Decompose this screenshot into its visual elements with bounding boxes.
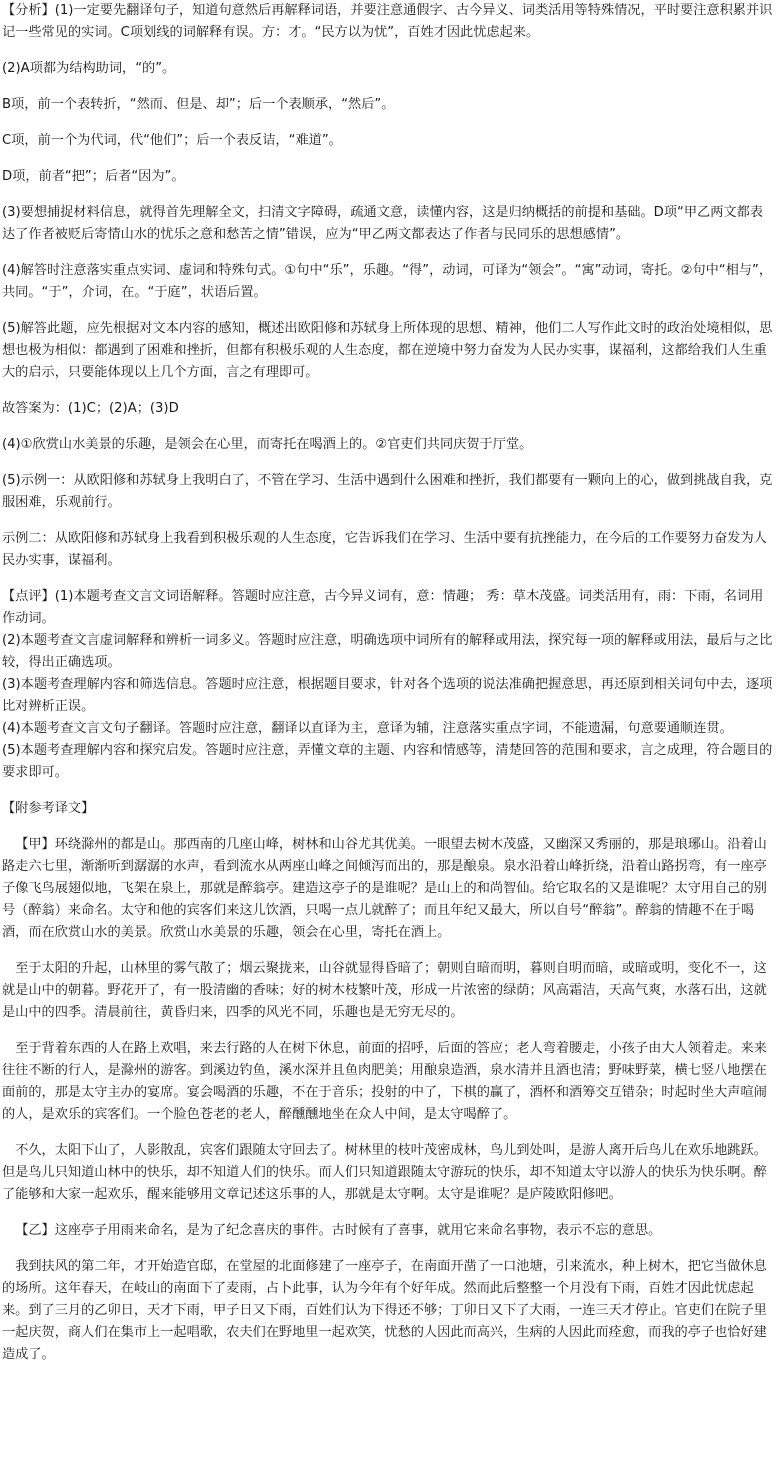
translation-jia-2: 至于太阳的升起，山林里的雾气散了；烟云聚拢来，山谷就显得昏暗了；朝则自暗而明，暮则自明而暗，或暗或明，变化不一，这就是山中的朝暮。野花开了，有一股清幽的香味；好的树木枝繁叶茂，形成一片浓密的绿荫；风高霜洁，天高气爽，水落石出，这就是山中的四季。清晨前往，黄昏归来，四季的风光不同，乐趣也是无穷无尽的。 <box>2 961 767 1020</box>
translation-yi-2: 我到扶风的第二年，才开始造官邸，在堂屋的北面修建了一座亭子，在南面开凿了一口池塘，引来流水，种上树木，把它当做休息的场所。这年春天，在岐山的南面下了麦雨，占卜此事，认为今年有个好年成。然而此后整整一个月没有下雨，百姓才因此忧虑起来。到了三月的乙卯日，天才下雨，甲子日又下雨，百姓们认为下得还不够；丁卯日又下了大雨，一连三天才停止。官吏们在院子里一起庆贺，商人们在集市上一起唱歌，农夫们在野地里一起欢笑，忧愁的人因此而高兴，生病的人因此而痊愈，而我的亭子也恰好建造成了。 <box>2 1259 767 1362</box>
translation-jia-3: 至于背着东西的人在路上欢唱，来去行路的人在树下休息，前面的招呼，后面的答应；老人弯着腰走，小孩子由大人领着走。来来往往不断的行人，是滁州的游客。到溪边钓鱼，溪水深并且鱼肉肥美；用酿泉造酒，泉水清并且酒也清；野味野菜，横七竖八地摆在面前的，那是太守主办的宴席。宴会喝酒的乐趣，不在于音乐；投射的中了，下棋的赢了，酒杯和酒筹交互错杂；时起时坐大声喧闹的人，是欢乐的宾客们。一个脸色苍老的老人，醉醺醺地坐在众人中间，是太守喝醉了。 <box>2 1041 767 1122</box>
answer-example-2: 示例二：从欧阳修和苏轼身上我看到积极乐观的人生态度，它告诉我们在学习、生活中要有抗挫能力，在今后的工作要努力奋发为人民办实事，谋福利。 <box>2 531 767 568</box>
analysis-paragraph-2: (2)A项都为结构助词，“的”。 <box>2 61 176 76</box>
translation-yi-1: 【乙】这座亭子用雨来命名，是为了纪念喜庆的事件。古时候有了喜事，就用它来命名事物，表示不忘的意思。 <box>15 1223 662 1238</box>
comment-line-4: (4)本题考查文言文句子翻译。答题时应注意，翻译以直译为主，意译为辅，注意落实重点字词，不能遗漏，句意要通顺连贯。 <box>2 721 733 736</box>
analysis-paragraph-1: 【分析】(1)一定要先翻译句子，知道句意然后再解释词语，并要注意通假字、古今异义、词类活用等特殊情况，平时要注意积累并识记一些常见的实词。C项划线的词解释有误。方：才。“民方以为忧”，百姓才因此忧虑起来。 <box>2 3 773 40</box>
comment-line-2: (2)本题考查文言虚词解释和辨析一词多义。答题时应注意，明确选项中词所有的解释或用法，探究每一项的解释或用法，最后与之比较，得出正确选项。 <box>2 633 773 670</box>
answer-translation: (4)①欣赏山水美景的乐趣，是领会在心里，而寄托在喝酒上的。②官吏们共同庆贺于厅堂。 <box>2 437 533 452</box>
comment-line-3: (3)本题考查理解内容和筛选信息。答题时应注意，根据题目要求，针对各个选项的说法准确把握意思，再还原到相关词句中去，逐项比对辨析正误。 <box>2 677 773 714</box>
translation-jia-1: 【甲】环绕滁州的都是山。那西南的几座山峰，树林和山谷尤其优美。一眼望去树木茂盛，又幽深又秀丽的，那是琅琊山。沿着山路走六七里，渐渐听到潺潺的水声，看到流水从两座山峰之间倾泻而出的，那是酿泉。泉水沿着山峰折绕，沿着山路拐弯，有一座亭子像飞鸟展翅似地，飞架在泉上，那就是醉翁亭。建造这亭子的是谁呢？是山上的和尚智仙。给它取名的又是谁呢？太守用自己的别号（醉翁）来命名。太守和他的宾客们来这儿饮酒，只喝一点儿就醉了；而且年纪又最大，所以自号“醉翁”。醉翁的情趣不在于喝酒，而在欣赏山水的美景。欣赏山水美景的乐趣，领会在心里，寄托在酒上。 <box>2 837 767 940</box>
analysis-paragraph-3: B项，前一个表转折，“然而、但是、却”；后一个表顺承，“然后”。 <box>2 97 395 112</box>
analysis-paragraph-6: (3)要想捕捉材料信息，就得首先理解全文，扫清文字障碍，疏通文意，读懂内容，这是归纳概括的前提和基础。D项“甲乙两文都表达了作者被贬后寄情山水的忧乐之意和愁苦之情”错误，应为“甲乙两文都表达了作者与民同乐的思想感情”。 <box>2 205 763 242</box>
answer-summary: 故答案为：(1)C；(2)A；(3)D <box>2 401 179 416</box>
analysis-paragraph-5: D项，前者“把”；后者“因为”。 <box>2 169 185 184</box>
translation-heading: 【附参考译文】 <box>2 801 95 816</box>
answer-example-1: (5)示例一：从欧阳修和苏轼身上我明白了，不管在学习、生活中遇到什么困难和挫折，我们都要有一颗向上的心，做到挑战自我，克服困难，乐观前行。 <box>2 473 773 510</box>
comment-line-5: (5)本题考查理解内容和探究启发。答题时应注意，弄懂文章的主题、内容和情感等，清楚回答的范围和要求，言之成理，符合题目的要求即可。 <box>2 743 773 780</box>
analysis-paragraph-8: (5)解答此题，应先根据对文本内容的感知，概述出欧阳修和苏轼身上所体现的思想、精神，他们二人写作此文时的政治处境相似，思想也极为相似：都遇到了困难和挫折，但都有积极乐观的人生态度，都在逆境中努力奋发为人民办实事，谋福利，这都给我们人生重大的启示，只要能体现以上几个方面，言之有理即可。 <box>2 321 773 380</box>
analysis-paragraph-7: (4)解答时注意落实重点实词、虚词和特殊句式。①句中“乐”，乐趣。“得”，动词，可译为“领会”。“寓”动词，寄托。②句中“相与”，共同。“于”，介词，在。“于庭”，状语后置。 <box>2 263 773 300</box>
analysis-paragraph-4: C项，前一个为代词，代“他们”；后一个表反诘，“难道”。 <box>2 133 342 148</box>
comment-line-1: 【点评】(1)本题考查文言文词语解释。答题时应注意，古今异义词有，意：情趣； 秀：草木茂盛。词类活用有，雨：下雨，名词用作动词。 <box>2 589 764 626</box>
translation-jia-4: 不久，太阳下山了，人影散乱，宾客们跟随太守回去了。树林里的枝叶茂密成林，鸟儿到处叫，是游人离开后鸟儿在欢乐地跳跃。但是鸟儿只知道山林中的快乐，却不知道人们的快乐。而人们只知道跟随太守游玩的快乐，却不知道太守以游人的快乐为快乐啊。醉了能够和大家一起欢乐，醒来能够用文章记述这乐事的人，那就是太守啊。太守是谁呢？是庐陵欧阳修吧。 <box>2 1143 767 1202</box>
